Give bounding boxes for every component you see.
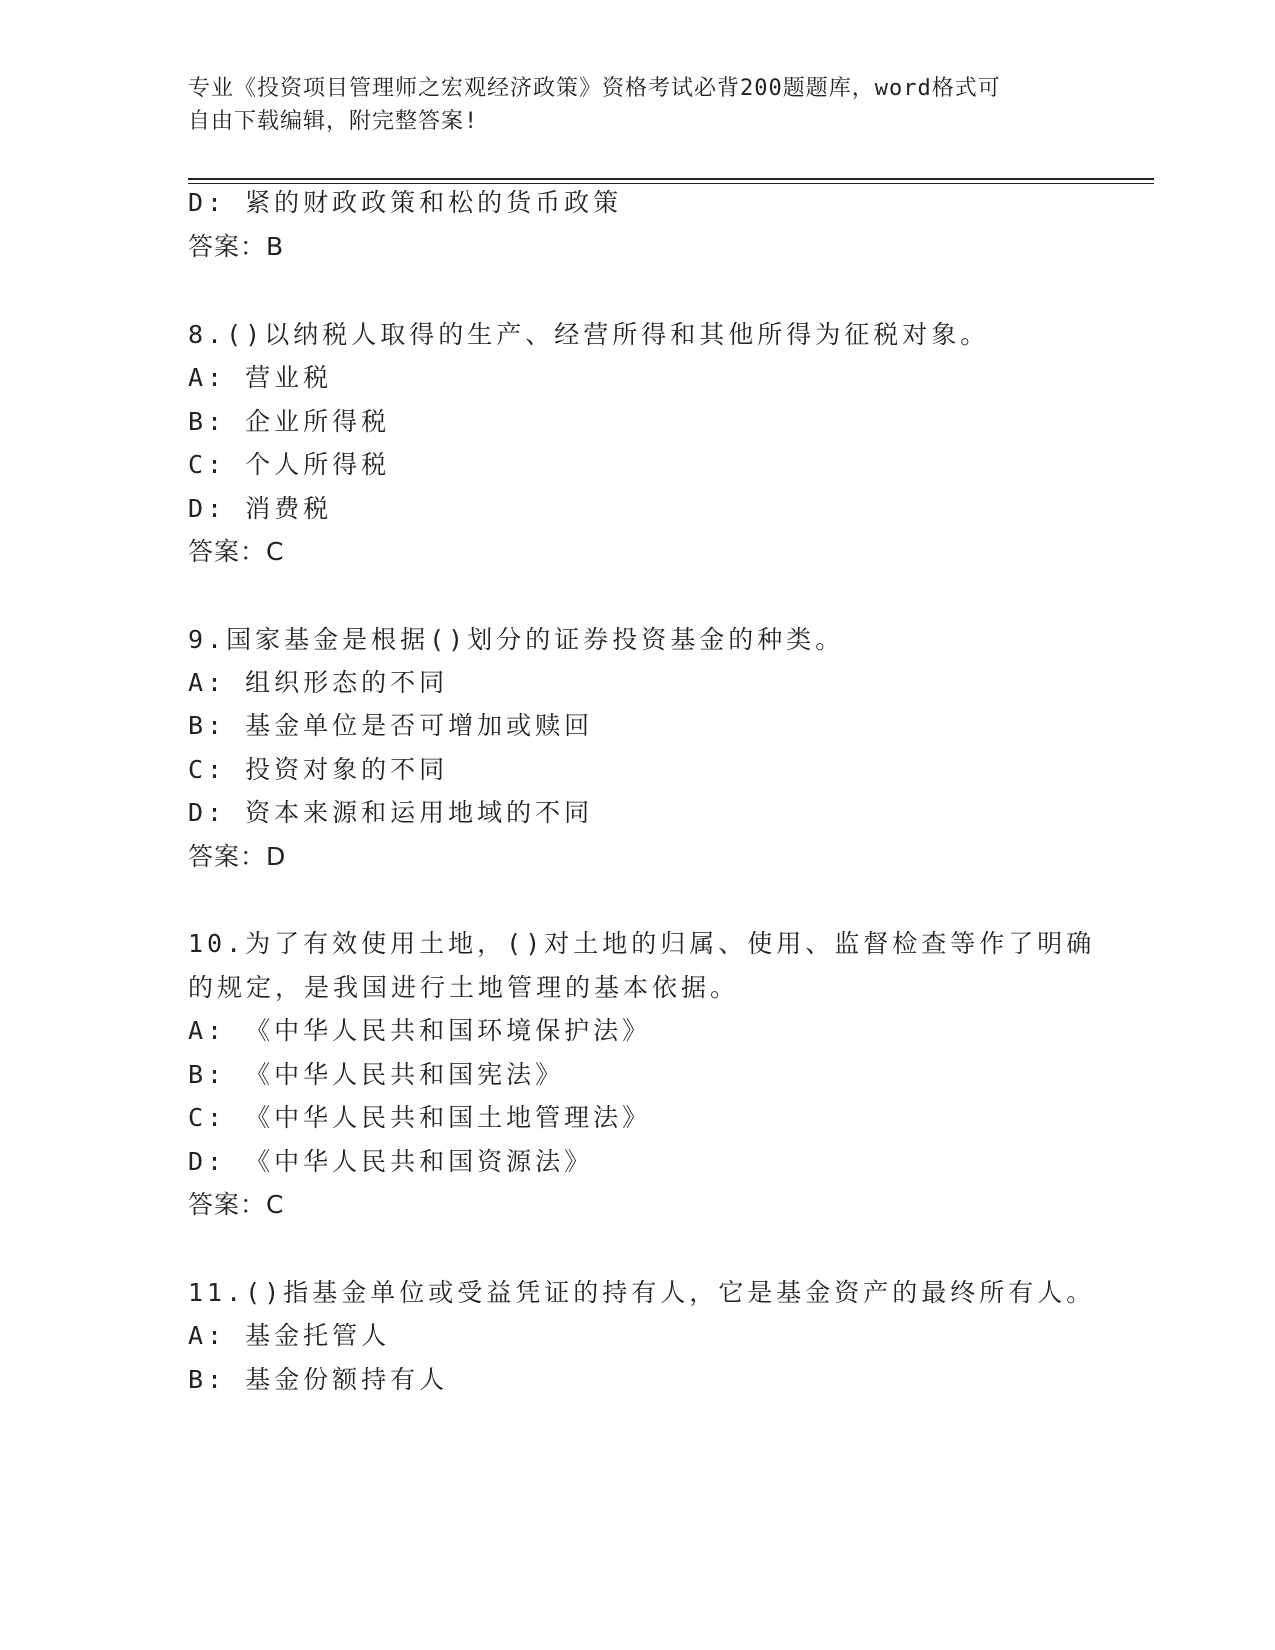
header-divider-thin — [188, 183, 1154, 184]
q8-option-a: A: 营业税 — [188, 363, 333, 392]
q10-stem-line-2: 的规定，是我国进行土地管理的基本依据。 — [188, 973, 740, 1002]
q8-option-d: D: 消费税 — [188, 494, 333, 523]
header-divider-thick — [188, 178, 1154, 180]
header-line-2: 自由下载编辑，附完整答案! — [188, 109, 479, 134]
q10-stem-line-1: 10.为了有效使用土地，()对土地的归属、使用、监督检查等作了明确 — [188, 929, 1096, 958]
q9-answer: 答案：D — [188, 842, 287, 871]
q11-stem: 11.()指基金单位或受益凭证的持有人，它是基金资产的最终所有人。 — [188, 1278, 1096, 1307]
q9-stem: 9.国家基金是根据()划分的证券投资基金的种类。 — [188, 625, 845, 654]
q8-stem: 8.()以纳税人取得的生产、经营所得和其他所得为征税对象。 — [188, 320, 990, 349]
prev-option-d: D: 紧的财政政策和松的货币政策 — [188, 188, 623, 217]
q9-option-c: C: 投资对象的不同 — [188, 755, 449, 784]
q9-option-b: B: 基金单位是否可增加或赎回 — [188, 711, 594, 740]
q10-answer: 答案：C — [188, 1190, 285, 1219]
q10-option-d: D: 《中华人民共和国资源法》 — [188, 1147, 594, 1176]
q9-option-a: A: 组织形态的不同 — [188, 668, 449, 697]
document-header — [188, 72, 1078, 138]
q8-option-b: B: 企业所得税 — [188, 407, 391, 436]
q9-option-d: D: 资本来源和运用地域的不同 — [188, 798, 594, 827]
q11-option-a: A: 基金托管人 — [188, 1321, 391, 1350]
prev-answer: 答案：B — [188, 232, 285, 261]
q11-option-b: B: 基金份额持有人 — [188, 1365, 449, 1394]
q10-option-c: C: 《中华人民共和国土地管理法》 — [188, 1103, 652, 1132]
header-line-1: 专业《投资项目管理师之宏观经济政策》资格考试必背200题题库，word格式可 — [188, 76, 1001, 101]
q10-option-b: B: 《中华人民共和国宪法》 — [188, 1060, 565, 1089]
q8-option-c: C: 个人所得税 — [188, 450, 391, 479]
q8-answer: 答案：C — [188, 537, 285, 566]
q10-option-a: A: 《中华人民共和国环境保护法》 — [188, 1016, 652, 1045]
